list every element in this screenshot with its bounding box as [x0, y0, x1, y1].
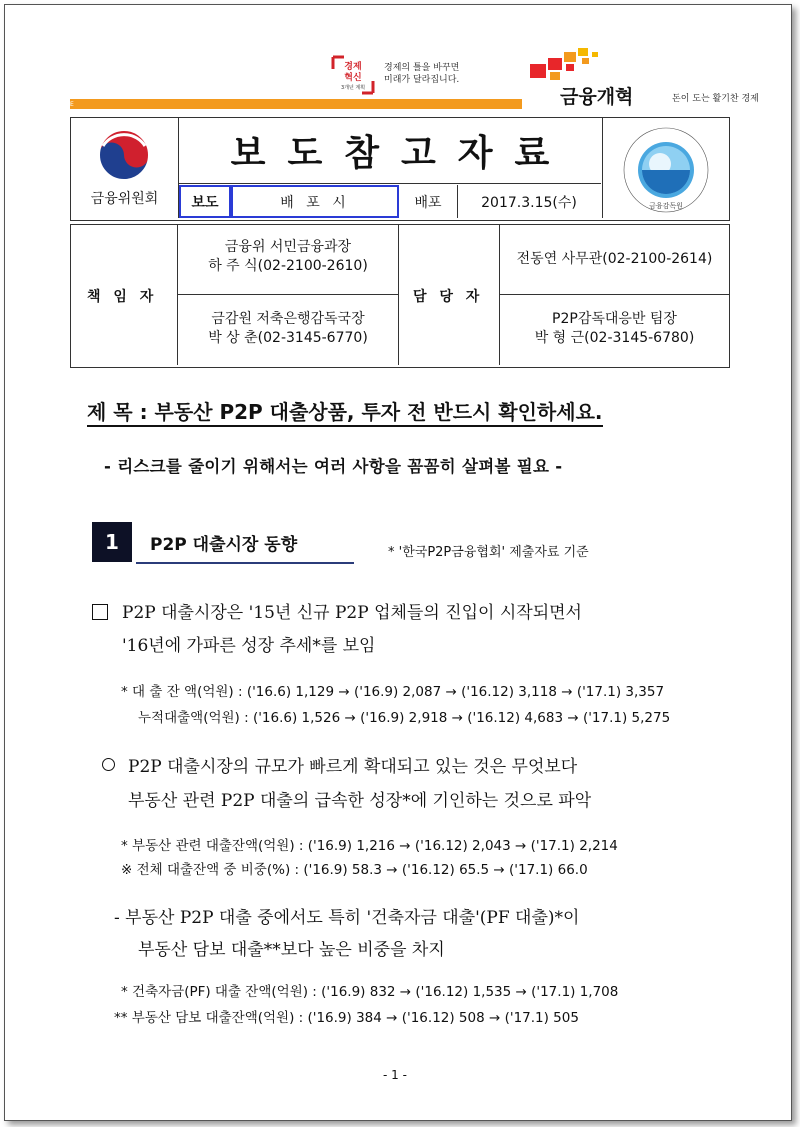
para2-note2: ※ 전체 대출잔액 중 비중(%) : ('16.9) 58.3 → ('16.12) 65.5 → ('17.1) 66.0	[121, 862, 588, 878]
responsible-2-name: 박 상 춘(02-3145-6770)	[208, 330, 368, 346]
para2-line1: P2P 대출시장의 규모가 빠르게 확대되고 있는 것은 무엇보다	[128, 757, 578, 777]
document-title: 제 목 : 부동산 P2P 대출상품, 투자 전 반드시 확인하세요.	[87, 396, 603, 427]
section-note: * '한국P2P금융협회' 제출자료 기준	[388, 545, 589, 560]
distribution-label: 배포	[399, 185, 458, 218]
para1-line2: '16년에 가파른 성장 추세*를 보임	[122, 636, 376, 656]
section-label-box	[136, 522, 354, 564]
checkbox-bullet-icon	[92, 604, 108, 620]
para3-line1: - 부동산 P2P 대출 중에서도 특히 '건축자금 대출'(PF 대출)*이	[114, 908, 580, 928]
section-number: 1	[92, 522, 132, 562]
document-subtitle: - 리스크를 줄이기 위해서는 여러 사항을 꼼꼼히 살펴볼 필요 -	[104, 457, 563, 476]
responsible-2	[178, 310, 398, 348]
eco-slogan-line1: 경제의 틀을 바꾸면	[384, 63, 460, 73]
eco-slogan-line2: 미래가 달라집니다.	[384, 75, 460, 85]
circle-bullet-icon	[102, 758, 115, 771]
ct-divider-2	[398, 225, 399, 365]
reform-title: 금융개혁	[560, 86, 634, 108]
ct-hline-1	[178, 294, 398, 295]
para2-line2: 부동산 관련 P2P 대출의 급속한 성장*에 기인하는 것으로 파악	[128, 791, 592, 811]
page-number: - 1 -	[383, 1068, 407, 1082]
para3-note2: ** 부동산 담보 대출잔액(억원) : ('16.9) 384 → ('16.12) 508 → ('17.1) 505	[114, 1010, 579, 1026]
para1-note2: 누적대출액(억원) : ('16.6) 1,526 → ('16.9) 2,918 → ('16.12) 4,683 → ('17.1) 5,275	[138, 710, 671, 726]
doc-type-title: 보도참고자료	[179, 118, 601, 184]
reform-subtitle: 돈이 도는 활기찬 경제	[672, 94, 759, 104]
manager-label: 담 당 자	[413, 289, 484, 305]
manager-2-name: 박 형 근(02-3145-6780)	[534, 330, 695, 346]
responsible-1	[178, 238, 398, 276]
section-label: P2P 대출시장 동향	[150, 535, 298, 555]
para3-note1: * 건축자금(PF) 대출 잔액(억원) : ('16.9) 832 → ('16.12) 1,535 → ('17.1) 1,708	[121, 984, 619, 1000]
fss-seal-name: 금융감독원	[649, 202, 683, 210]
eco-logo-line2: 혁신	[344, 73, 362, 83]
distribution-date: 2017.3.15(수)	[481, 194, 577, 211]
responsible-label: 책 임 자	[87, 289, 158, 305]
para1-note1: * 대 출 잔 액(억원) : ('16.6) 1,129 → ('16.9) 2,087 → ('16.12) 3,118 → ('17.1) 3,357	[121, 684, 665, 700]
bodo-label: 보도	[179, 185, 231, 218]
ct-hline-2	[500, 294, 729, 295]
fsc-cell	[71, 118, 179, 218]
header-accent-bar	[70, 99, 522, 109]
economic-innovation-logo	[330, 55, 376, 95]
responsible-2-title: 금감원 저축은행감독국장	[211, 311, 365, 327]
fss-seal-icon	[608, 122, 720, 218]
para3-line2: 부동산 담보 대출**보다 높은 비중을 차지	[138, 940, 445, 960]
eco-logo-line3: 3개년 계획	[340, 85, 366, 91]
manager-1: 전동연 사무관(02-2100-2614)	[516, 251, 713, 267]
fsc-name: 금융위원회	[90, 191, 159, 207]
eco-slogan	[384, 62, 459, 86]
fsc-emblem-icon	[97, 128, 151, 182]
bodo-value: 배 포 시	[231, 185, 399, 218]
contact-table	[70, 224, 730, 368]
manager-2	[500, 310, 729, 348]
para2-note1: * 부동산 관련 대출잔액(억원) : ('16.9) 1,216 → ('16.12) 2,043 → ('17.1) 2,214	[121, 838, 618, 854]
responsible-1-name: 하 주 식(02-2100-2610)	[208, 258, 368, 274]
para1-line1: P2P 대출시장은 '15년 신규 P2P 업체들의 진입이 시작되면서	[122, 603, 582, 623]
eco-logo-line1: 경제	[344, 62, 362, 72]
manager-2-title: P2P감독대응반 팀장	[552, 311, 677, 327]
header-mark: E	[70, 101, 74, 108]
responsible-1-title: 금융위 서민금융과장	[224, 239, 352, 255]
